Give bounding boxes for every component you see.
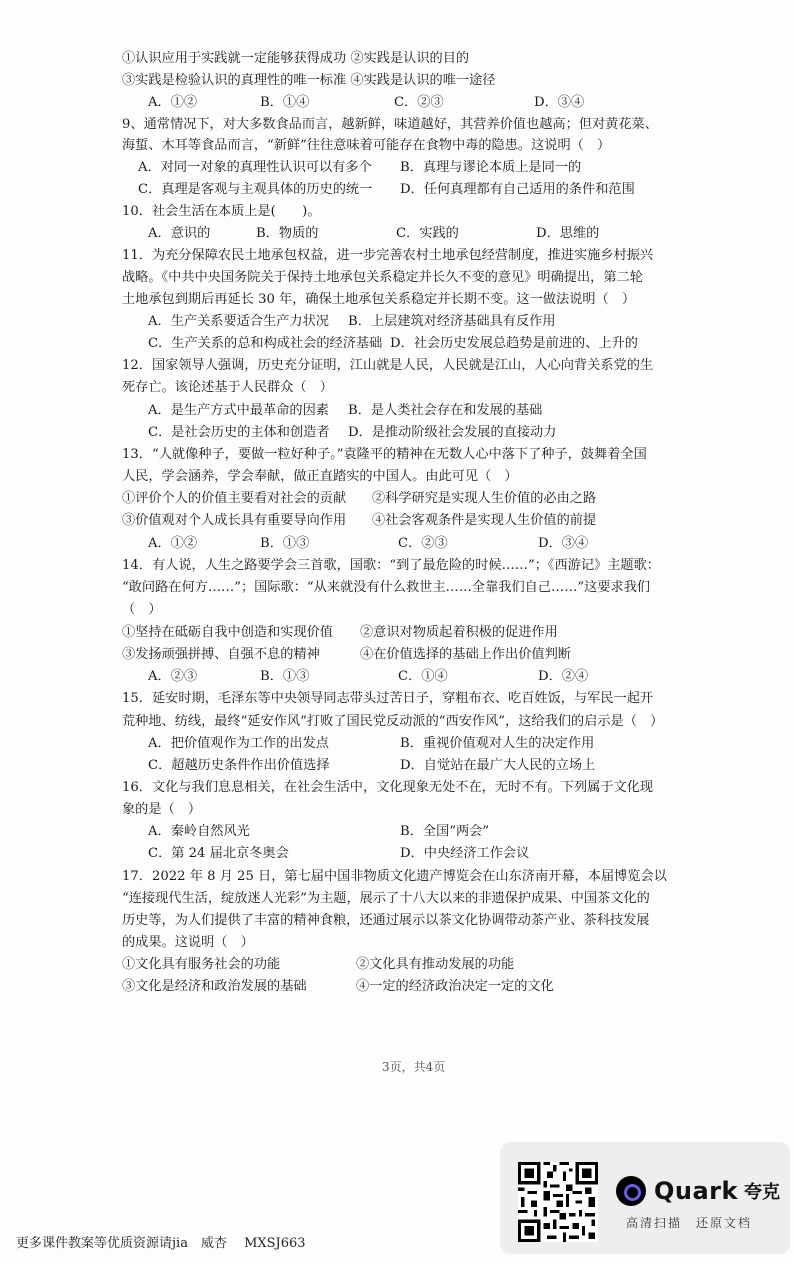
q17-statement-3: ③文化是经济和政治发展的基础 bbox=[122, 979, 307, 994]
q11-option-a[interactable]: A．生产关系要适合生产力状况 bbox=[148, 314, 329, 329]
q13-option-a[interactable]: A．①② bbox=[148, 536, 198, 551]
q10-stem: 10．社会生活在本质上是( )。 bbox=[122, 204, 321, 219]
q13-statements-row2 bbox=[122, 512, 662, 530]
q15-option-a[interactable]: A．把价值观作为工作的出发点 bbox=[148, 736, 329, 751]
q14-stem-3: （ ） bbox=[122, 602, 162, 617]
q15-option-c[interactable]: C．超越历史条件作出价值选择 bbox=[148, 758, 330, 773]
q17-stem-2: “连接现代生活，绽放迷人光彩”为主题，展示了十八大以来的非遗保护成果、中国茶文化的 bbox=[122, 891, 650, 906]
q12-stem-2: 死存亡。该论述基于人民群众（ ） bbox=[122, 380, 333, 395]
q13-statement-2: ②科学研究是实现人生价值的必由之路 bbox=[372, 491, 597, 506]
qr-code-icon bbox=[518, 1162, 598, 1242]
q11-option-d[interactable]: D．社会历史发展总趋势是前进的、上升的 bbox=[390, 336, 638, 351]
q16-option-d[interactable]: D．中央经济工作会议 bbox=[400, 846, 530, 861]
q16-options-row2 bbox=[148, 845, 668, 863]
q15-options-row1 bbox=[148, 735, 668, 753]
q17-stem-3: 历史等，为人们提供了丰富的精神食粮，还通过展示以茶文化协调带动茶产业、茶科技发展 bbox=[122, 913, 650, 928]
q8-options bbox=[148, 94, 668, 112]
q11-stem-2: 战略。《中共中央国务院关于保持土地承包关系稳定并长久不变的意见》明确提出，第二轮 bbox=[122, 270, 643, 285]
q11-options-row2 bbox=[148, 335, 678, 353]
q8-option-d[interactable]: D．③④ bbox=[534, 95, 585, 110]
q16-option-c[interactable]: C．第 24 届北京冬奥会 bbox=[148, 846, 289, 861]
quark-slogan: 高清扫描 还原文档 bbox=[626, 1216, 753, 1230]
q14-statements-row2 bbox=[122, 646, 682, 664]
q13-option-c[interactable]: C．②③ bbox=[398, 536, 448, 551]
q14-option-c[interactable]: C．①④ bbox=[398, 669, 448, 684]
q13-options bbox=[148, 535, 668, 553]
q8-option-a[interactable]: A．①② bbox=[148, 95, 198, 110]
q9-option-b[interactable]: B．真理与谬论本质上是同一的 bbox=[400, 160, 582, 175]
q14-option-d[interactable]: D．②④ bbox=[538, 669, 589, 684]
quark-brand bbox=[616, 1174, 780, 1208]
quark-brand-name: Quark bbox=[654, 1177, 738, 1205]
q10-option-a[interactable]: A．意识的 bbox=[148, 226, 211, 241]
q12-options-row2 bbox=[148, 424, 668, 442]
q12-stem-1: 12．国家领导人强调，历史充分证明，江山就是人民，人民就是江山，人心向背关系党的生 bbox=[122, 358, 654, 373]
q9-option-a[interactable]: A．对同一对象的真理性认识可以有多个 bbox=[138, 160, 372, 175]
q9-options-row1 bbox=[138, 159, 678, 177]
q12-options-row1 bbox=[148, 402, 668, 420]
quark-watermark-card bbox=[500, 1142, 790, 1254]
q13-statement-3: ③价值观对个人成长具有重要导向作用 bbox=[122, 513, 347, 528]
q9-option-d[interactable]: D．任何真理都有自己适用的条件和范围 bbox=[400, 182, 635, 197]
q9-stem-2: 海蜇、木耳等食品而言，“新鲜”往往意味着可能存在食物中毒的隐患。这说明（ ） bbox=[122, 138, 611, 153]
q15-option-b[interactable]: B．重视价值观对人生的决定作用 bbox=[400, 736, 595, 751]
q12-option-c[interactable]: C．是社会历史的主体和创造者 bbox=[148, 425, 330, 440]
q12-option-d[interactable]: D．是推动阶级社会发展的直接动力 bbox=[348, 425, 557, 440]
quark-brand-cn: 夸克 bbox=[743, 1182, 780, 1203]
resource-note: 更多课件教案等优质资源请jia 威杏 MXSJ663 bbox=[16, 1236, 306, 1251]
q17-statement-4: ④一定的经济政治决定一定的文化 bbox=[356, 979, 554, 994]
q13-statements-row1 bbox=[122, 490, 662, 508]
q13-option-b[interactable]: B．①③ bbox=[260, 536, 310, 551]
q16-option-a[interactable]: A．秦岭自然风光 bbox=[148, 824, 250, 839]
q13-stem-2: 人民，学会涵养，学会奉献，做正直踏实的中国人。由此可见（ ） bbox=[122, 469, 518, 484]
q9-options-row2 bbox=[138, 181, 678, 199]
q8-statements-2: ③实践是检验认识的真理性的唯一标准 ④实践是认识的唯一途径 bbox=[122, 73, 496, 88]
q15-option-d[interactable]: D．自觉站在最广大人民的立场上 bbox=[400, 758, 596, 773]
q16-stem-2: 象的是（ ） bbox=[122, 802, 202, 817]
quark-logo-icon bbox=[616, 1176, 646, 1206]
q9-stem-1: 9、通常情况下，对大多数食品而言，越新鲜，味道越好，其营养价值也越高；但对黄花菜、 bbox=[122, 117, 658, 132]
q14-stem-1: 14．有人说，人生之路要学会三首歌，国歌：“到了最危险的时候……”；《西游记》主题歌： bbox=[122, 558, 660, 573]
q17-stem-1: 17．2022 年 8 月 25 日，第七届中国非物质文化遗产博览会在山东济南开幕，本届博览会以 bbox=[122, 869, 667, 884]
q17-statement-1: ①文化具有服务社会的功能 bbox=[122, 957, 281, 972]
q17-statements-row2 bbox=[122, 978, 682, 996]
q15-options-row2 bbox=[148, 757, 668, 775]
q17-stem-4: 的成果。这说明（ ） bbox=[122, 935, 254, 950]
q17-statements-row1 bbox=[122, 956, 682, 974]
q17-statement-2: ②文化具有推动发展的功能 bbox=[356, 957, 515, 972]
q8-option-c[interactable]: C．②③ bbox=[394, 95, 444, 110]
q10-option-b[interactable]: B．物质的 bbox=[256, 226, 319, 241]
page-number: 3页，共4页 bbox=[382, 1060, 446, 1074]
q14-statement-2: ②意识对物质起着积极的促进作用 bbox=[360, 625, 558, 640]
q13-stem-1: 13．“人就像种子，要做一粒好种子。”袁隆平的精神在无数人心中落下了种子，鼓舞着全国 bbox=[122, 447, 647, 462]
q15-stem-1: 15．延安时期，毛泽东等中央领导同志带头过苦日子，穿粗布衣、吃百姓饭，与军民一起开 bbox=[122, 691, 654, 706]
q11-stem-3: 土地承包到期后再延长 30 年，确保土地承包关系稳定并长期不变。这一做法说明（ ） bbox=[122, 292, 636, 307]
q14-options bbox=[148, 668, 668, 686]
q9-option-c[interactable]: C．真理是客观与主观具体的历史的统一 bbox=[138, 182, 373, 197]
q13-option-d[interactable]: D．③④ bbox=[538, 536, 589, 551]
q14-statements-row1 bbox=[122, 624, 682, 642]
q14-statement-4: ④在价值选择的基础上作出价值判断 bbox=[360, 647, 571, 662]
q11-option-b[interactable]: B．上层建筑对经济基础具有反作用 bbox=[348, 314, 556, 329]
q13-statement-4: ④社会客观条件是实现人生价值的前提 bbox=[372, 513, 597, 528]
q11-options-row1 bbox=[148, 313, 678, 331]
q14-stem-2: “敢问路在何方……”；国际歌：“从来就没有什么救世主……全靠我们自己……”这要求我们 bbox=[122, 580, 651, 595]
q12-option-b[interactable]: B．是人类社会存在和发展的基础 bbox=[348, 403, 543, 418]
q10-option-d[interactable]: D．思维的 bbox=[536, 226, 600, 241]
q14-option-a[interactable]: A．②③ bbox=[148, 669, 198, 684]
q15-stem-2: 荒种地、纺线，最终“延安作风”打败了国民党反动派的“西安作风”，这给我们的启示是（ ） bbox=[122, 714, 664, 729]
q16-stem-1: 16．文化与我们息息相关，在社会生活中，文化现象无处不在，无时不有。下列属于文化现 bbox=[122, 780, 654, 795]
q11-option-c[interactable]: C．生产关系的总和构成社会的经济基础 bbox=[148, 336, 383, 351]
q16-option-b[interactable]: B．全国“两会” bbox=[400, 824, 490, 839]
q13-statement-1: ①评价个人的价值主要看对社会的贡献 bbox=[122, 491, 347, 506]
q14-option-b[interactable]: B．①③ bbox=[260, 669, 310, 684]
q11-stem-1: 11．为充分保障农民土地承包权益，进一步完善农村土地承包经营制度，推进实施乡村振兴 bbox=[122, 248, 654, 263]
q12-option-a[interactable]: A．是生产方式中最革命的因素 bbox=[148, 403, 329, 418]
q14-statement-1: ①坚持在砥砺自我中创造和实现价值 bbox=[122, 625, 333, 640]
q8-option-b[interactable]: B．①④ bbox=[260, 95, 310, 110]
q10-option-c[interactable]: C．实践的 bbox=[396, 226, 459, 241]
q14-statement-3: ③发扬顽强拼搏、自强不息的精神 bbox=[122, 647, 320, 662]
q10-options bbox=[148, 225, 668, 243]
q16-options-row1 bbox=[148, 823, 668, 841]
q8-statements-1: ①认识应用于实践就一定能够获得成功 ②实践是认识的目的 bbox=[122, 51, 470, 66]
